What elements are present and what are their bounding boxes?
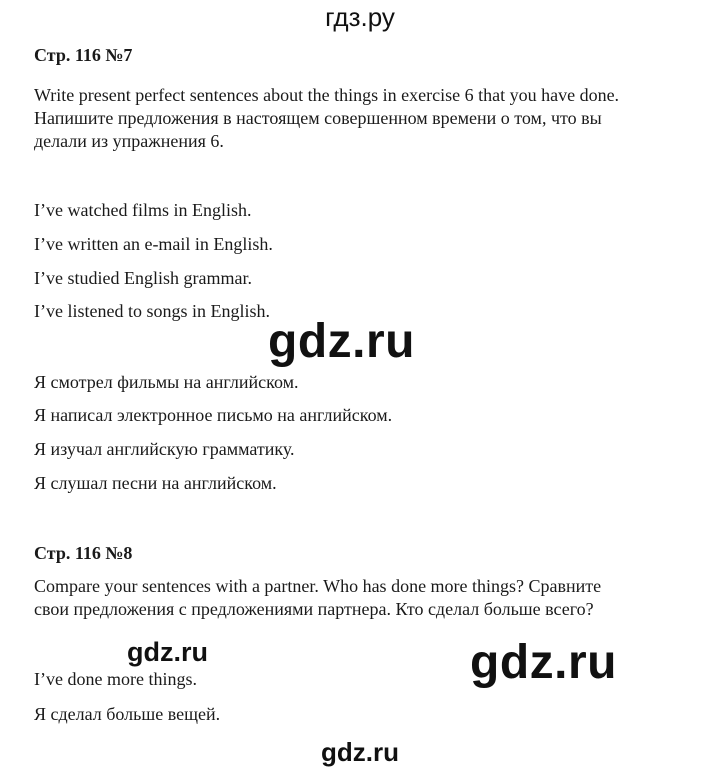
section8-instruction-line-2: свои предложения с предложениями партнера. Кто сделал больше всего? [34,599,594,619]
watermark-middle: gdz.ru [268,315,415,368]
watermark-right: gdz.ru [470,636,617,689]
section7-instruction [34,84,619,153]
section8-heading: Стр. 116 №8 [34,543,133,563]
watermark-left: gdz.ru [127,637,208,667]
section7-instruction-line-1: Write present perfect sentences about the things in exercise 6 that you have done. [34,85,620,105]
section7-heading: Стр. 116 №7 [34,45,133,65]
russian-sentence-3: Я изучал английскую грамматику. [34,439,295,459]
english-sentence-2: I’ve written an e-mail in English. [34,234,273,254]
section7-instruction-line-3: делали из упражнения 6. [34,131,224,151]
section8-instruction [34,575,601,621]
section8-english-sentence: I’ve done more things. [34,669,197,689]
russian-sentence-4: Я слушал песни на английском. [34,473,277,493]
watermark-bottom: gdz.ru [321,737,399,767]
english-sentence-1: I’ve watched films in English. [34,200,252,220]
section7-instruction-line-2: Напишите предложения в настоящем совершенном времени о том, что вы [34,108,602,128]
russian-sentence-1: Я смотрел фильмы на английском. [34,372,299,392]
watermark-top: гдз.ру [325,2,395,32]
section8-russian-sentence: Я сделал больше вещей. [34,704,221,724]
section8-instruction-line-1: Compare your sentences with a partner. Who has done more things? Сравните [34,576,602,596]
russian-sentence-2: Я написал электронное письмо на английском. [34,405,393,425]
english-sentence-4: I’ve listened to songs in English. [34,301,270,321]
english-sentence-3: I’ve studied English grammar. [34,268,252,288]
